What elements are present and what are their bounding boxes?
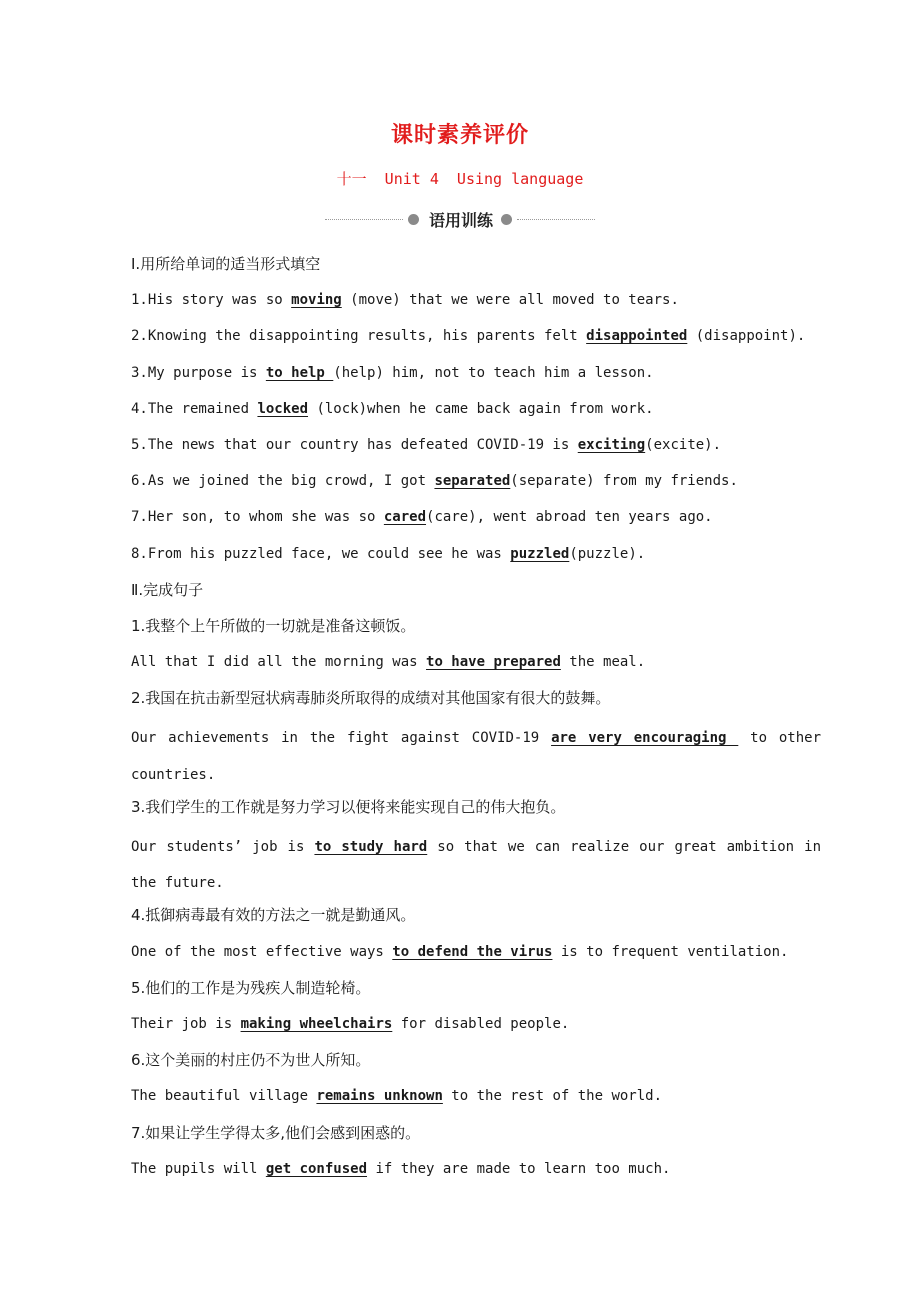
bullet-dot-icon	[501, 214, 512, 225]
answer-text: get confused	[265, 1160, 368, 1177]
question-text: (disappoint).	[687, 328, 806, 345]
exercise-item	[131, 322, 821, 358]
question-text: The pupils will	[131, 1160, 266, 1177]
exercise-item	[131, 1010, 821, 1046]
question-text: 4.The remained	[131, 400, 258, 417]
answer-text: to have prepared	[426, 654, 561, 671]
chinese-prompt: 4.抵御病毒最有效的方法之一就是勤通风。	[131, 906, 416, 925]
answer-text: disappointed	[586, 328, 688, 345]
exercise-item	[131, 720, 821, 792]
question-text: 5.The news that our country has defeated COVID-19 is	[131, 436, 578, 453]
question-text: 6.As we joined the big crowd, I got	[131, 473, 435, 490]
answer-text: making wheelchairs	[240, 1016, 393, 1032]
question-text: to other countries.	[131, 730, 821, 783]
question-text: The beautiful village	[131, 1088, 317, 1105]
question-text: All that I did all the morning was	[131, 654, 427, 671]
exercise-item	[131, 503, 821, 539]
answer-text: moving	[291, 292, 342, 309]
question-text: 7.Her son, to whom she was so	[131, 509, 384, 526]
divider-line	[325, 219, 403, 221]
section-label: 语用训练	[428, 211, 493, 230]
chinese-prompt: 7.如果让学生学得太多,他们会感到困惑的。	[131, 1123, 421, 1142]
exercise-item	[131, 395, 821, 431]
answer-text: locked	[257, 400, 309, 417]
question-text: Our achievements in the fight against COVID-19	[131, 730, 552, 747]
exercise-item	[131, 938, 821, 974]
question-text: the meal.	[560, 654, 646, 671]
answer-text: remains unknown	[316, 1088, 443, 1105]
question-text: (puzzle).	[569, 545, 646, 562]
question-text: Their job is	[131, 1016, 241, 1032]
answer-text: exciting	[577, 436, 646, 453]
part1-list	[131, 286, 821, 576]
answer-text: to help	[265, 364, 334, 381]
bullet-dot-icon	[408, 214, 419, 225]
chinese-prompt: 6.这个美丽的村庄仍不为世人所知。	[131, 1051, 371, 1070]
answer-text: are very encouraging	[551, 730, 739, 747]
page-subtitle: 十一 Unit 4 Using language	[336, 170, 584, 188]
section-banner	[325, 206, 595, 234]
divider-line	[517, 219, 595, 221]
question-text: 1.His story was so	[131, 292, 292, 309]
exercise-item	[131, 648, 821, 684]
part2-list	[131, 612, 821, 1191]
part2-heading: Ⅱ.完成句子	[131, 580, 204, 599]
question-text: if they are made to learn too much.	[367, 1160, 671, 1177]
question-text: is to frequent ventilation.	[552, 943, 789, 960]
answer-text: to defend the virus	[392, 943, 553, 960]
exercise-item	[131, 829, 821, 901]
exercise-item	[131, 431, 821, 467]
question-text: (care), went abroad ten years ago.	[426, 509, 713, 526]
question-text: One of the most effective ways	[131, 943, 393, 960]
chinese-prompt: 5.他们的工作是为残疾人制造轮椅。	[131, 978, 371, 997]
question-text: to the rest of the world.	[442, 1088, 663, 1105]
exercise-content	[131, 250, 821, 1191]
part1-heading: Ⅰ.用所给单词的适当形式填空	[131, 255, 321, 273]
exercise-item	[131, 1155, 821, 1191]
question-text: Our students’ job is	[131, 839, 315, 856]
question-text: (separate) from my friends.	[510, 473, 738, 490]
question-text: so that we can realize our great ambition in the future.	[131, 839, 821, 892]
exercise-item	[131, 467, 821, 503]
answer-text: to study hard	[314, 839, 428, 856]
answer-text: separated	[434, 473, 511, 490]
answer-text: puzzled	[510, 545, 570, 562]
question-text: for disabled people.	[392, 1016, 570, 1032]
question-text: (help) him, not to teach him a lesson.	[333, 364, 654, 381]
exercise-item	[131, 540, 821, 576]
page-title: 课时素养评价	[390, 123, 529, 148]
question-text: (excite).	[645, 436, 722, 453]
question-text: (move) that we were all moved to tears.	[341, 292, 679, 309]
question-text: (lock)when he came back again from work.	[308, 400, 654, 417]
exercise-item	[131, 286, 821, 322]
question-text: 2.Knowing the disappointing results, his parents felt	[131, 328, 587, 345]
exercise-item	[131, 359, 821, 395]
question-text: 3.My purpose is	[131, 364, 266, 381]
question-text: 8.From his puzzled face, we could see he was	[131, 545, 511, 562]
chinese-prompt: 1.我整个上午所做的一切就是准备这顿饭。	[131, 616, 416, 635]
answer-text: cared	[383, 509, 427, 526]
exercise-item	[131, 1082, 821, 1118]
chinese-prompt: 3.我们学生的工作就是努力学习以便将来能实现自己的伟大抱负。	[131, 797, 566, 816]
chinese-prompt: 2.我国在抗击新型冠状病毒肺炎所取得的成绩对其他国家有很大的鼓舞。	[131, 689, 611, 708]
